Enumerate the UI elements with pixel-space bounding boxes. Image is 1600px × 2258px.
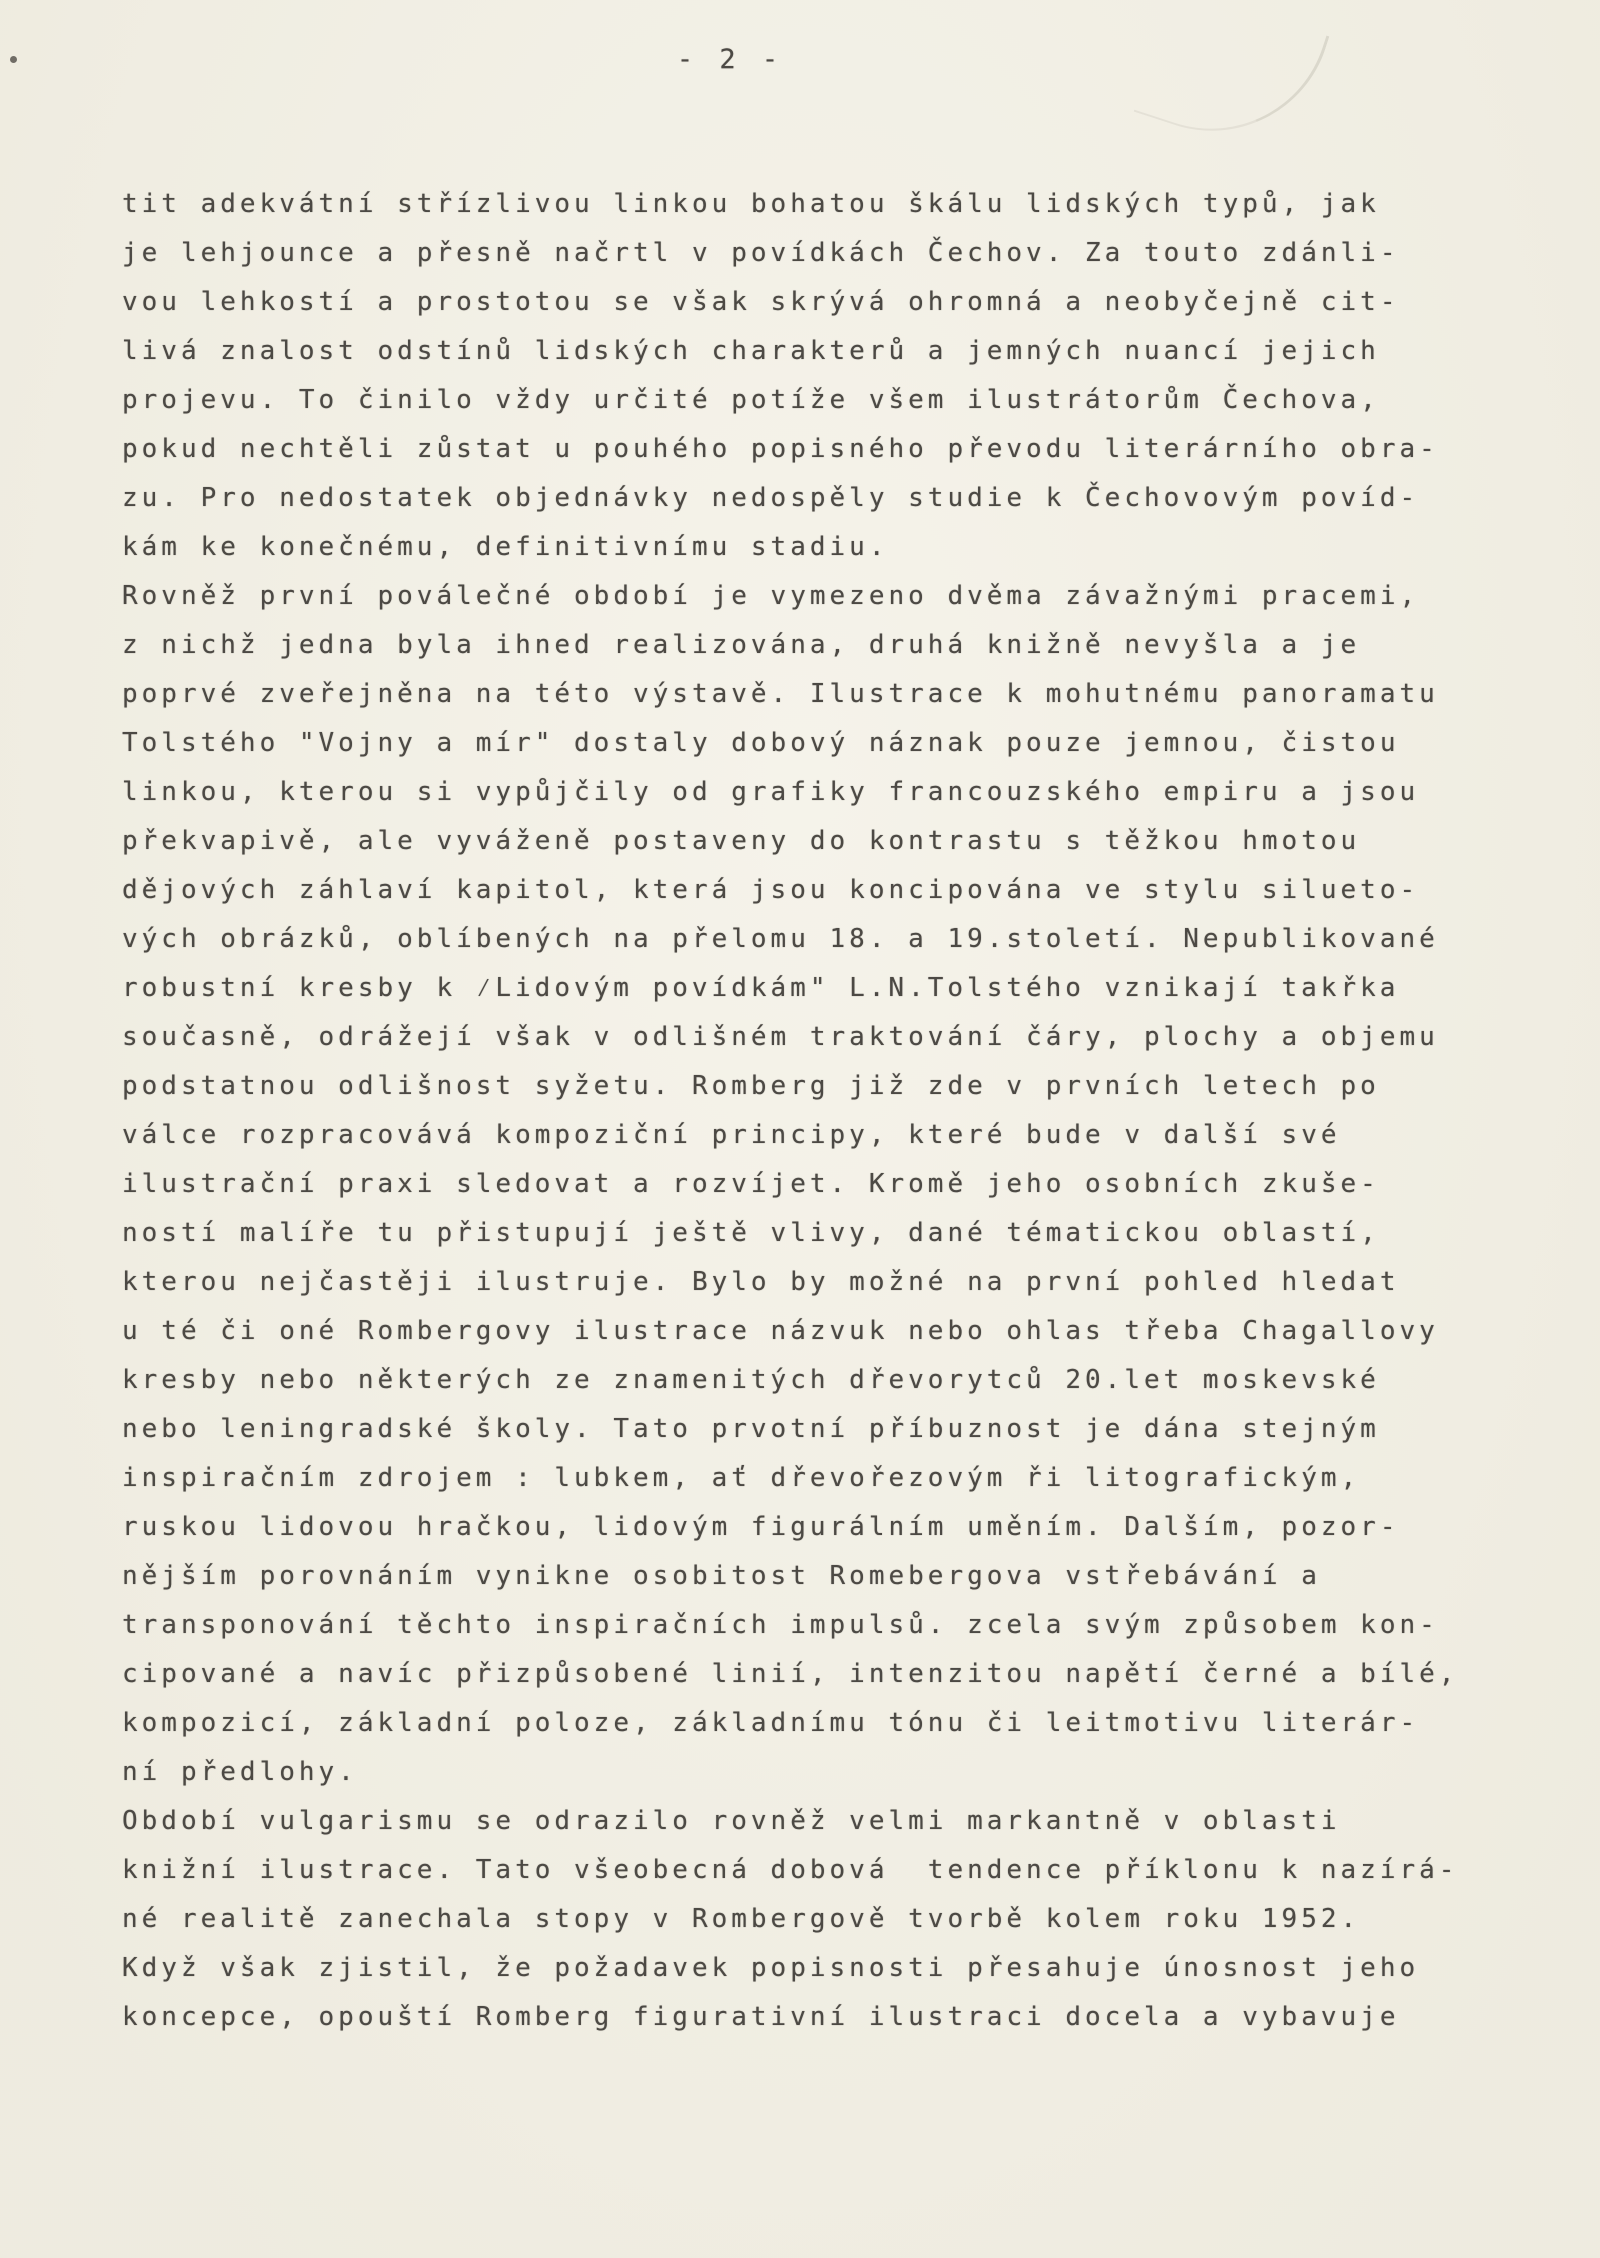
text-line: ruskou lidovou hračkou, lidovým figurálním uměním. Dalším, pozor- [122, 1512, 1400, 1542]
text-line: projevu. To činilo vždy určité potíže všem ilustrátorům Čechova, [122, 385, 1380, 415]
text-line: né realitě zanechala stopy v Rombergově tvorbě kolem roku 1952. [122, 1904, 1361, 1934]
text-line: ilustrační praxi sledovat a rozvíjet. Kromě jeho osobních zkuše- [122, 1169, 1380, 1199]
text-line: kresby nebo některých ze znamenitých dřevorytců 20.let moskevské [122, 1365, 1380, 1395]
text-line: Když však zjistil, že požadavek popisnosti přesahuje únosnost jeho [122, 1953, 1420, 1983]
text-line: Tolstého "Vojny a mír" dostaly dobový náznak pouze jemnou, čistou [122, 728, 1400, 758]
text-line: překvapivě, ale vyváženě postaveny do kontrastu s těžkou hmotou [122, 826, 1361, 856]
text-line: podstatnou odlišnost syžetu. Romberg již zde v prvních letech po [122, 1071, 1380, 1101]
text-line: cipované a navíc přizpůsobené linií, intenzitou napětí černé a bílé, [122, 1659, 1459, 1689]
text-line: vých obrázků, oblíbených na přelomu 18. a 19.století. Nepublikované [122, 924, 1439, 954]
text-line: vou lehkostí a prostotou se však skrývá ohromná a neobyčejně cit- [122, 287, 1400, 317]
text-line: nebo leningradské školy. Tato prvotní příbuznost je dána stejným [122, 1414, 1380, 1444]
text-line: linkou, kterou si vypůjčily od grafiky francouzského empiru a jsou [122, 777, 1420, 807]
text-line: zu. Pro nedostatek objednávky nedospěly studie k Čechovovým povíd- [122, 483, 1420, 513]
text-line: pokud nechtěli zůstat u pouhého popisného převodu literárního obra- [122, 434, 1439, 464]
text-line: inspiračním zdrojem : lubkem, ať dřevořezovým ři litografickým, [122, 1463, 1361, 1493]
text-line: kám ke konečnému, definitivnímu stadiu. [122, 532, 889, 562]
text-line: Rovněž první poválečné období je vymezeno dvěma závažnými pracemi, [122, 581, 1420, 611]
text-line: válce rozpracovává kompoziční principy, které bude v další své [122, 1120, 1341, 1150]
text-line: koncepce, opouští Romberg figurativní ilustraci docela a vybavuje [122, 2002, 1400, 2032]
text-line: kterou nejčastěji ilustruje. Bylo by možné na první pohled hledat [122, 1267, 1400, 1297]
text-line: ností malíře tu přistupují ještě vlivy, dané tématickou oblastí, [122, 1218, 1380, 1248]
text-line: livá znalost odstínů lidských charakterů a jemných nuancí jejich [122, 336, 1380, 366]
text-line: robustní kresby k ⁄Lidovým povídkám" L.N.Tolstého vznikají takřka [122, 973, 1400, 1003]
text-line: ní předlohy. [122, 1757, 358, 1787]
page-number: - 2 - [676, 44, 784, 75]
text-line: je lehjounce a přesně načrtl v povídkách Čechov. Za touto zdánli- [122, 238, 1400, 268]
body-text [122, 180, 1542, 2042]
text-line: z nichž jedna byla ihned realizována, druhá knižně nevyšla a je [122, 630, 1361, 660]
text-line: dějových záhlaví kapitol, která jsou koncipována ve stylu silueto- [122, 875, 1420, 905]
paper-smudge [1134, 0, 1330, 162]
text-line: knižní ilustrace. Tato všeobecná dobová tendence příklonu k nazírá- [122, 1855, 1459, 1885]
text-line: nějším porovnáním vynikne osobitost Romebergova vstřebávání a [122, 1561, 1321, 1591]
text-line: poprvé zveřejněna na této výstavě. Ilustrace k mohutnému panoramatu [122, 679, 1439, 709]
text-line: tit adekvátní střízlivou linkou bohatou škálu lidských typů, jak [122, 189, 1380, 219]
text-line: Období vulgarismu se odrazilo rovněž velmi markantně v oblasti [122, 1806, 1341, 1836]
text-line: transponování těchto inspiračních impulsů. zcela svým způsobem kon- [122, 1610, 1439, 1640]
text-line: současně, odrážejí však v odlišném traktování čáry, plochy a objemu [122, 1022, 1439, 1052]
text-line: kompozicí, základní poloze, základnímu tónu či leitmotivu literár- [122, 1708, 1420, 1738]
text-line: u té či oné Rombergovy ilustrace názvuk nebo ohlas třeba Chagallovy [122, 1316, 1439, 1346]
